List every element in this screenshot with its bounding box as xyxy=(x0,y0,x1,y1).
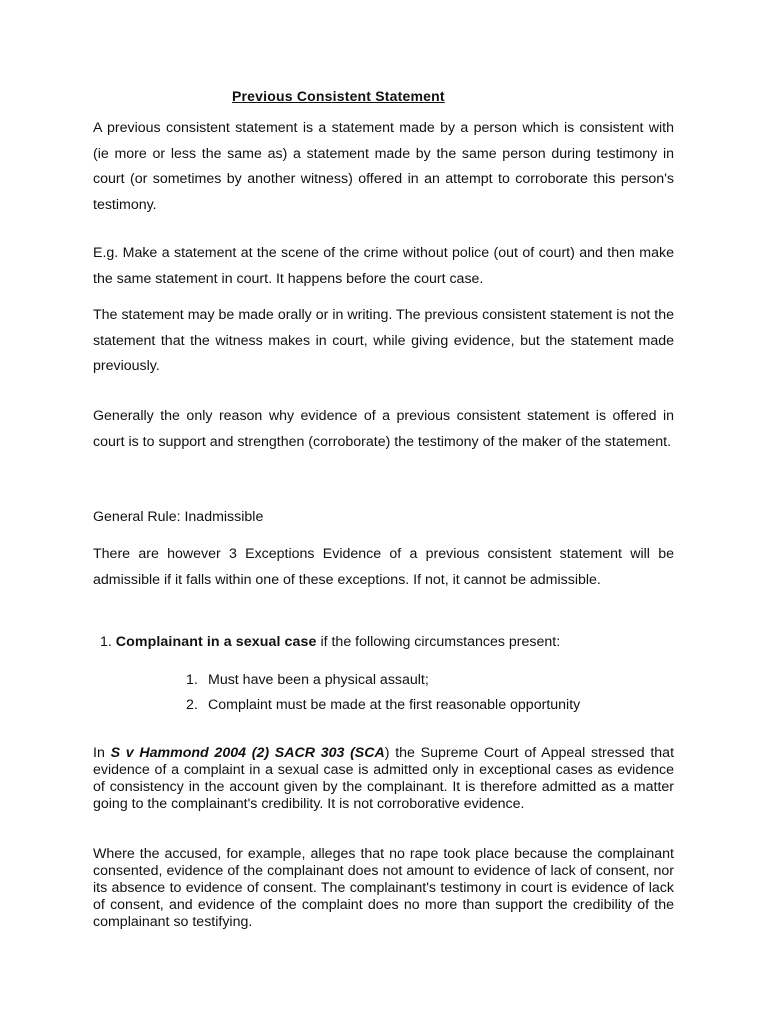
exception-text: if the following circumstances present: xyxy=(316,634,561,650)
list-item xyxy=(186,669,580,694)
list-item-number: 2. xyxy=(186,697,198,713)
exception-number: 1. xyxy=(100,634,112,650)
list-item xyxy=(186,694,580,719)
list-item-number: 1. xyxy=(186,672,198,688)
conditions-list xyxy=(186,669,580,719)
exception-heading: Complainant in a sexual case xyxy=(115,634,317,650)
document-page xyxy=(93,0,674,1024)
paragraph-exceptions: There are however 3 Exceptions Evidence of a previous consistent statement will be admissible if it falls within one of these exceptions. If not, it cannot be admissible. xyxy=(93,546,674,588)
paragraph-consent: Where the accused, for example, alleges that no rape took place because the complainant consented, evidence of the complainant does not amount to evidence of lack of consent, nor its absence to evidence of consent. The complainant's testimony in court is evidence of lack of consent, and evidence of the complaint does no more than support the credibility of the complainant so testifying. xyxy=(93,846,674,930)
page-title: Previous Consistent Statement xyxy=(232,88,445,104)
paragraph-reason: Generally the only reason why evidence of a previous consistent statement is offered in court is to support and strengthen (corroborate) the testimony of the maker of the statement. xyxy=(93,408,674,450)
list-item-text: Must have been a physical assault; xyxy=(208,672,429,688)
case-prefix: In xyxy=(93,745,111,761)
paragraph-definition: A previous consistent statement is a statement made by a person which is consistent with (ie more or less the same as) a statement made by the same person during testimony in court (or sometimes by another witness) offered in an attempt to corroborate this person's testimony. xyxy=(93,120,674,213)
case-citation: S v Hammond 2004 (2) SACR 303 (SCA xyxy=(110,745,385,761)
paragraph-example: E.g. Make a statement at the scene of the crime without police (out of court) and then make the same statement in court. It happens before the court case. xyxy=(93,245,674,287)
paragraph-oral-writing: The statement may be made orally or in writing. The previous consistent statement is not the statement that the witness makes in court, while giving evidence, but the statement made previously. xyxy=(93,307,674,374)
case-text: ) the Supreme Court of Appeal stressed that evidence of a complaint in a sexual case is admitted only in exceptional cases as evidence of consistency in the account given by the complainant. It is therefore admitted as a matter going to the complainant's credibility. It is not corroborative evidence. xyxy=(93,745,675,812)
paragraph-case xyxy=(93,745,674,813)
general-rule: General Rule: Inadmissible xyxy=(93,509,264,525)
exception-item xyxy=(100,631,560,653)
list-item-text: Complaint must be made at the first reasonable opportunity xyxy=(208,697,581,713)
